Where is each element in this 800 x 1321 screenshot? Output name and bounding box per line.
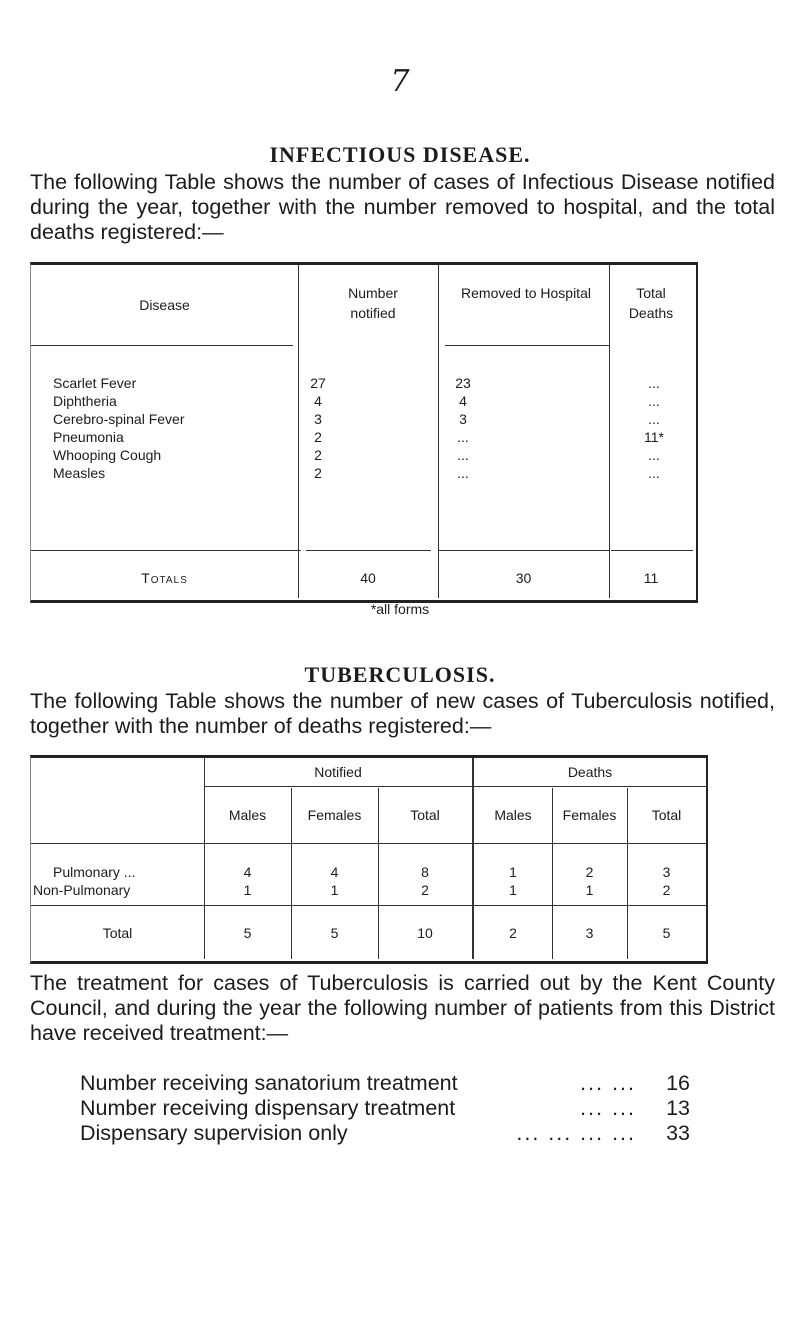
stat-row — [80, 1096, 690, 1121]
notified-males: 4 — [243, 864, 252, 880]
removed-value: ... — [457, 465, 469, 481]
disease-name: Whooping Cough — [53, 447, 162, 463]
totals-notified: 40 — [360, 570, 376, 586]
deaths-group-header: Deaths — [567, 764, 613, 780]
stat-label: Number receiving sanatorium treatment — [80, 1071, 458, 1095]
notified-group-header: Notified — [314, 764, 362, 780]
page-number: 7 — [390, 64, 410, 99]
notified-value: 4 — [314, 393, 322, 409]
disease-name: Scarlet Fever — [53, 375, 137, 391]
treatment-intro: The treatment for cases of Tuberculosis is carried out by the Kent County Council, and during the year the following number of patients from this District have received treatment:— — [30, 971, 775, 1045]
deaths-value: 11* — [644, 429, 664, 445]
removed-value: 23 — [455, 375, 471, 391]
deaths-males: 1 — [509, 864, 517, 880]
disease-name: Cerebro-spinal Fever — [53, 411, 185, 427]
stat-row — [80, 1071, 690, 1096]
tuberculosis-heading: TUBERCULOSIS. — [304, 662, 496, 687]
totals-deaths-males: 2 — [509, 925, 517, 941]
deaths-total: 2 — [662, 882, 671, 898]
notified-value: 3 — [314, 411, 322, 427]
stat-label: Dispensary supervision only — [80, 1121, 348, 1145]
deaths-value: ... — [648, 465, 660, 481]
notified-total-header: Total — [410, 807, 440, 823]
notified-value: 27 — [310, 375, 326, 391]
totals-deaths-females: 3 — [585, 925, 594, 941]
stat-label: Number receiving dispensary treatment — [80, 1096, 456, 1120]
removed-value: ... — [457, 447, 469, 463]
disease-name: Diphtheria — [53, 393, 117, 409]
deaths-value: ... — [648, 393, 660, 409]
notified-value: 2 — [314, 447, 322, 463]
deaths-total: 3 — [662, 864, 671, 880]
removed-value: ... — [457, 429, 469, 445]
deaths-total-header: Total — [651, 807, 682, 823]
totals-deaths-total: 5 — [662, 925, 671, 941]
stat-value: 16 — [666, 1071, 690, 1095]
notified-males-header: Males — [228, 807, 267, 823]
infectious-disease-heading: INFECTIOUS DISEASE. — [269, 142, 531, 167]
stat-leader: ... ... — [580, 1096, 636, 1120]
removed-value: 3 — [459, 411, 467, 427]
header-number-notified: Number notified — [348, 285, 398, 321]
deaths-males: 1 — [509, 882, 517, 898]
totals-notified-females: 5 — [330, 925, 339, 941]
disease-name: Measles — [53, 465, 106, 481]
notified-females: 1 — [330, 882, 339, 898]
deaths-value: ... — [648, 411, 660, 427]
deaths-females-header: Females — [562, 807, 617, 823]
notified-females: 4 — [330, 864, 339, 880]
row-label: Non-Pulmonary — [33, 882, 131, 898]
tuberculosis-intro: The following Table shows the number of new cases of Tuberculosis notified, together with the number of deaths registered:— — [30, 689, 775, 738]
totals-label: Total — [102, 925, 133, 941]
notified-males: 1 — [243, 882, 252, 898]
totals-notified-males: 5 — [243, 925, 252, 941]
header-removed-to-hospital: Removed to Hospital — [461, 285, 591, 301]
footnote: *all forms — [370, 601, 430, 617]
notified-total: 2 — [421, 882, 429, 898]
stat-value: 33 — [666, 1121, 690, 1145]
infectious-disease-table — [30, 262, 698, 603]
header-disease: Disease — [139, 297, 190, 313]
deaths-males-header: Males — [494, 807, 532, 823]
deaths-value: ... — [648, 375, 660, 391]
row-label: Pulmonary ... — [53, 864, 136, 880]
totals-deaths: 11 — [643, 570, 659, 586]
removed-value: 4 — [459, 393, 467, 409]
infectious-disease-intro: The following Table shows the number of cases of Infectious Disease notified during the year, together with the number removed to hospital, and the total deaths registered:— — [30, 170, 775, 244]
notified-value: 2 — [314, 465, 322, 481]
disease-name: Pneumonia — [53, 429, 124, 445]
deaths-females: 2 — [585, 864, 594, 880]
stat-row — [80, 1121, 690, 1146]
notified-value: 2 — [314, 429, 322, 445]
notified-total: 8 — [421, 864, 429, 880]
totals-label: Totals — [141, 570, 188, 586]
totals-notified-total: 10 — [417, 925, 433, 941]
stat-value: 13 — [666, 1096, 690, 1120]
totals-removed: 30 — [515, 570, 532, 586]
notified-females-header: Females — [307, 807, 362, 823]
tuberculosis-table — [30, 755, 708, 964]
stat-leader: ... ... — [580, 1071, 636, 1095]
deaths-females: 1 — [585, 882, 594, 898]
stat-leader: ... ... ... ... — [516, 1121, 636, 1145]
header-total-deaths: Total Deaths — [628, 285, 674, 321]
deaths-value: ... — [648, 447, 660, 463]
